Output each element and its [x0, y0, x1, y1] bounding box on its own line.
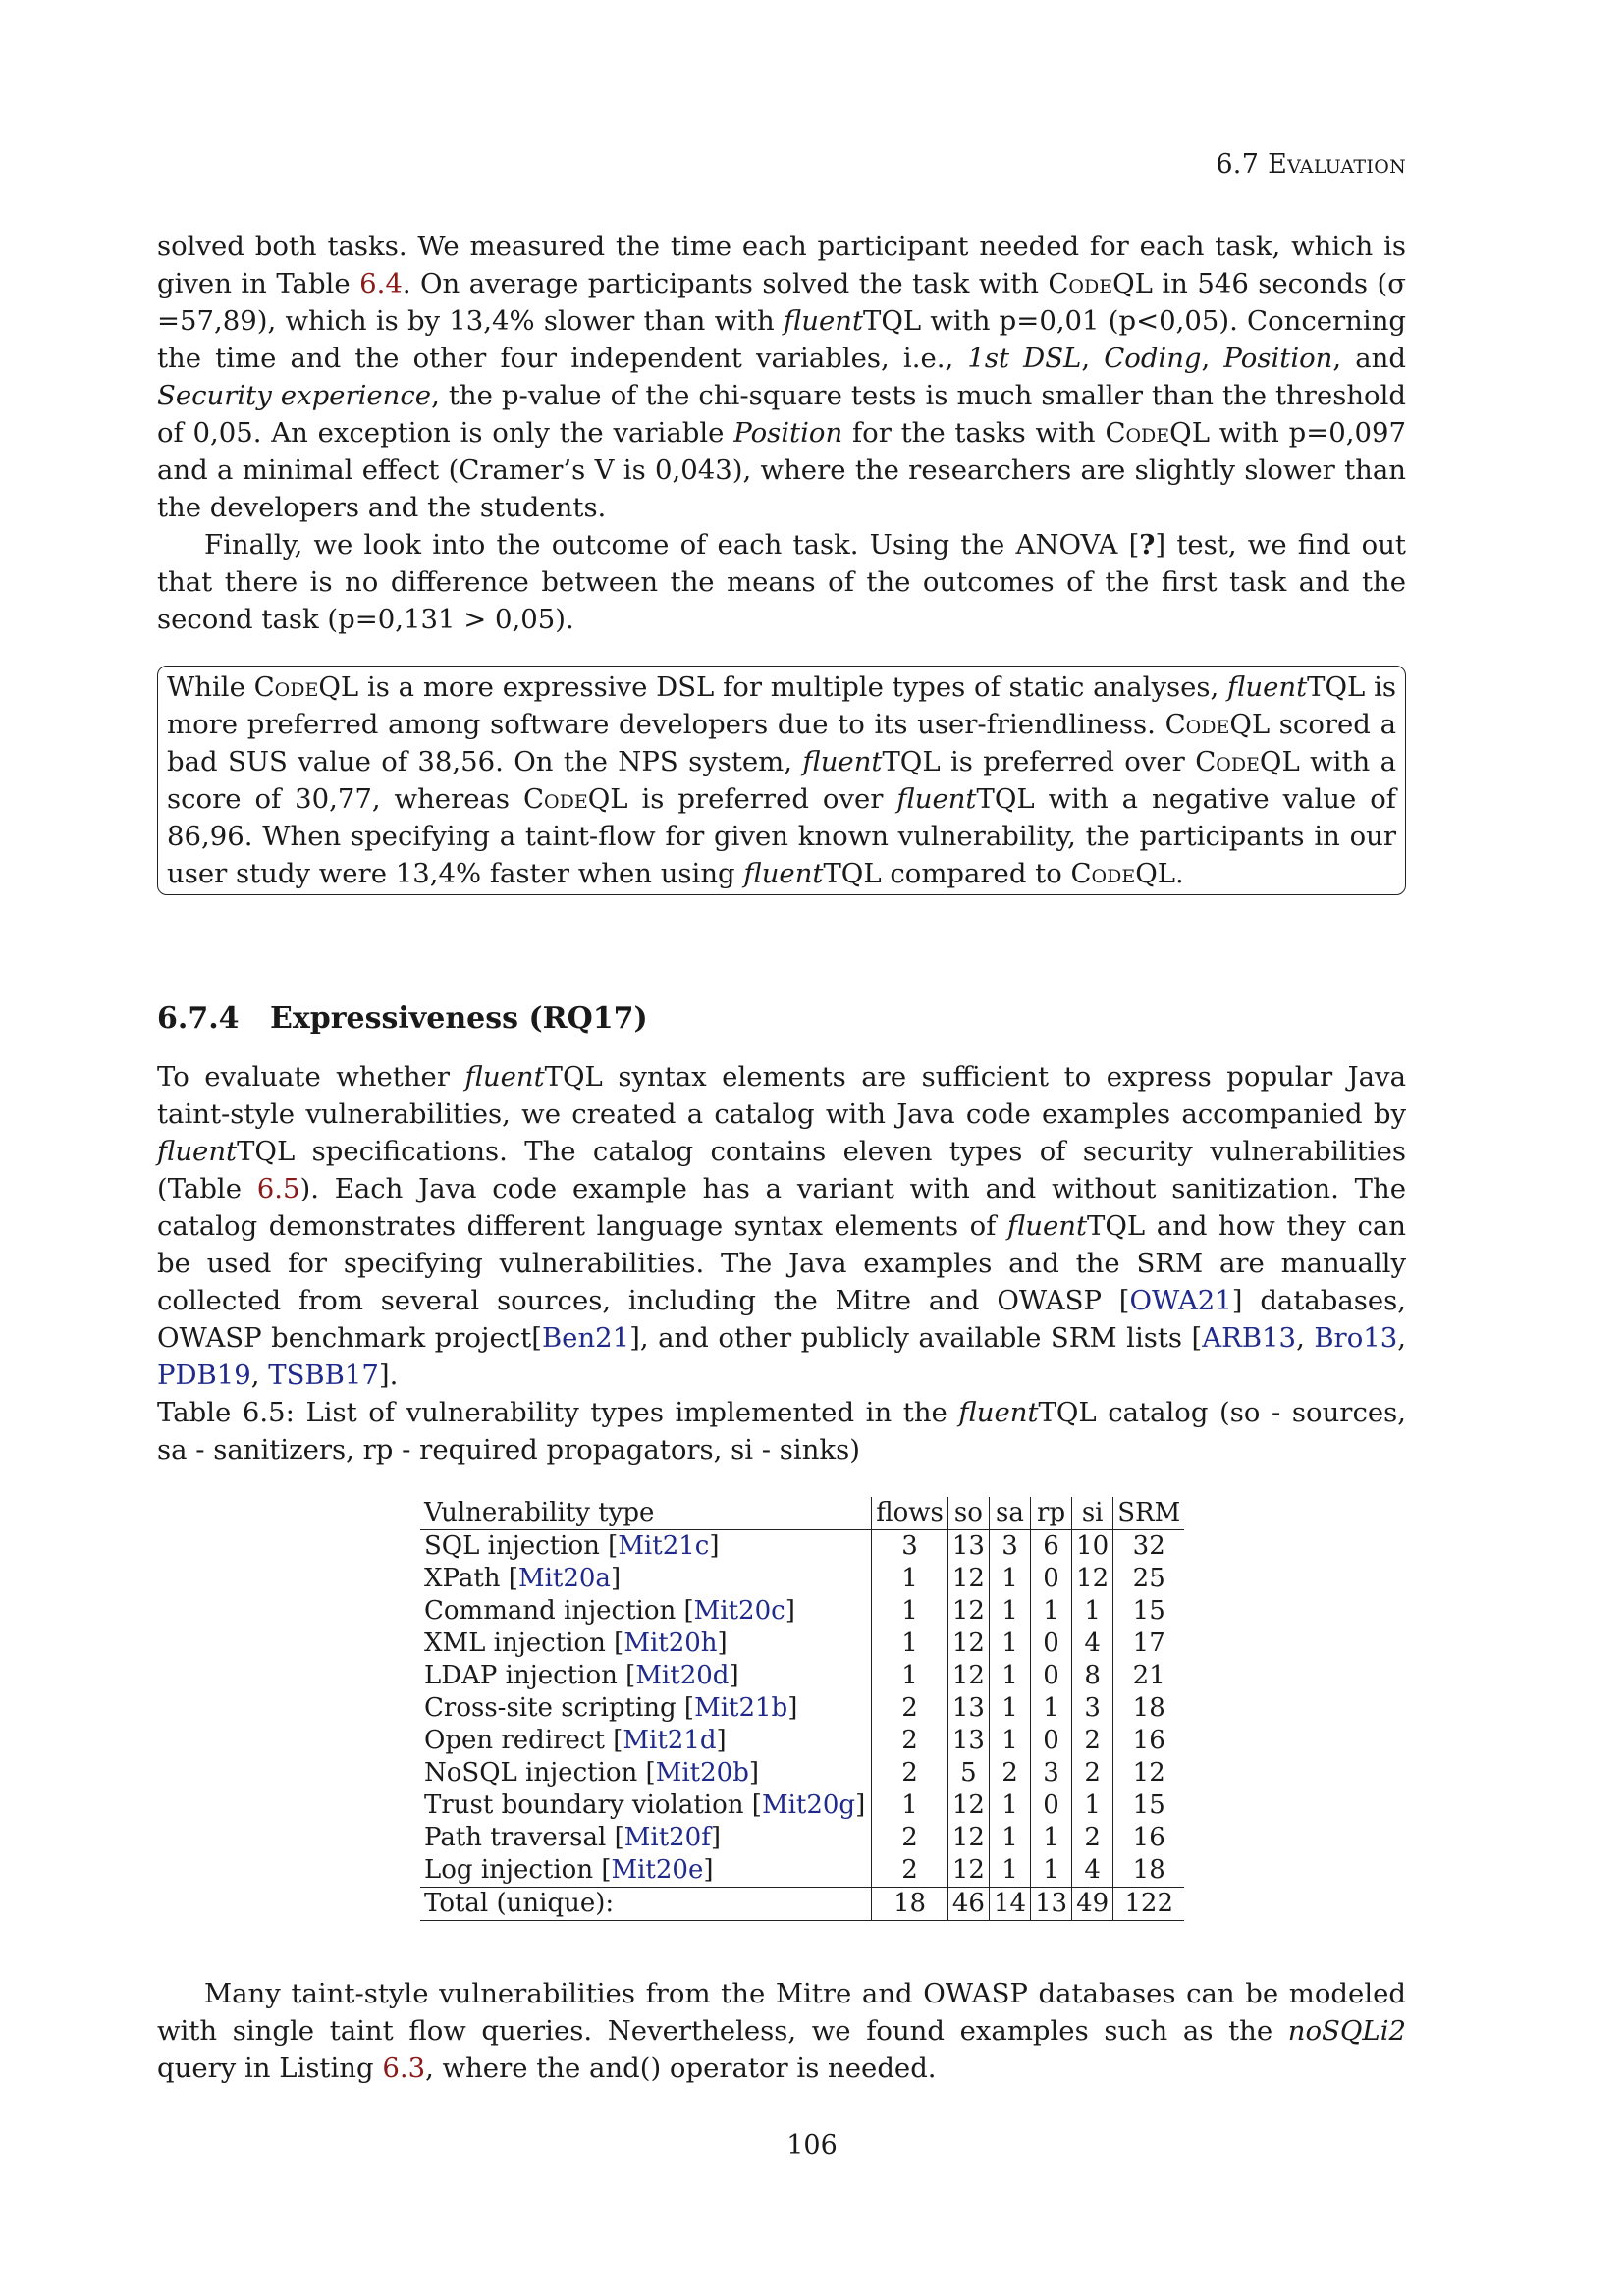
running-head-title: Evaluation: [1268, 149, 1406, 180]
cell-so: 13: [947, 1530, 989, 1564]
total-rp: 13: [1031, 1888, 1072, 1921]
cell-so: 12: [947, 1854, 989, 1888]
cell-so: 12: [947, 1628, 989, 1660]
vulnerability-name-cell: Cross-site scripting [Mit21b]: [424, 1693, 798, 1723]
cell-so: 13: [947, 1692, 989, 1725]
cell-srm: 16: [1113, 1725, 1185, 1757]
vulnerability-citation[interactable]: Mit20e: [611, 1855, 704, 1885]
cell-flows: 1: [872, 1660, 948, 1692]
cell-sa: 3: [989, 1530, 1030, 1564]
cell-so: 12: [947, 1822, 989, 1854]
running-head-number: 6.7: [1216, 149, 1260, 180]
header-si: si: [1072, 1497, 1113, 1530]
total-label: Total (unique):: [420, 1888, 872, 1921]
header-rp: rp: [1031, 1497, 1072, 1530]
citation-owa21[interactable]: OWA21: [1129, 1285, 1232, 1316]
table-row: [420, 1628, 1184, 1660]
cell-sa: 1: [989, 1595, 1030, 1628]
cell-so: 12: [947, 1789, 989, 1822]
header-flows: flows: [872, 1497, 948, 1530]
citation-tsbb17[interactable]: TSBB17: [268, 1360, 379, 1391]
vulnerability-name: Trust boundary violation: [424, 1790, 744, 1820]
body-text-bottom: [157, 1975, 1406, 2087]
cell-srm: 25: [1113, 1563, 1185, 1595]
cell-flows: 1: [872, 1595, 948, 1628]
table-header-row: [420, 1497, 1184, 1530]
section-title: Expressiveness (RQ17): [270, 1001, 648, 1036]
cell-srm: 18: [1113, 1692, 1185, 1725]
vulnerability-name: Cross-site scripting: [424, 1693, 677, 1723]
cell-rp: 1: [1031, 1854, 1072, 1888]
vulnerability-citation[interactable]: Mit21c: [618, 1531, 710, 1561]
cell-rp: 1: [1031, 1595, 1072, 1628]
cell-so: 12: [947, 1563, 989, 1595]
vulnerability-table: [420, 1497, 1184, 1921]
cell-flows: 3: [872, 1530, 948, 1564]
paragraph-anova: Finally, we look into the outcome of each task. Using the ANOVA [?] test, we find out that there is no difference between the means of the outcomes of the first task and the second task (p=0,131 > 0,05).: [157, 529, 1406, 635]
cell-rp: 6: [1031, 1530, 1072, 1564]
cell-sa: 1: [989, 1854, 1030, 1888]
table-caption: Table 6.5: List of vulnerability types implemented in the fluentTQL catalog (so - sources, sa - sanitizers, rp - required propagators, si - sinks): [157, 1397, 1406, 1466]
table-row: [420, 1789, 1184, 1822]
vulnerability-name-cell: XML injection [Mit20h]: [424, 1629, 728, 1658]
page-number: 106: [786, 2130, 838, 2161]
cell-flows: 2: [872, 1725, 948, 1757]
listing-ref-6-3[interactable]: 6.3: [382, 2053, 426, 2084]
cell-sa: 1: [989, 1628, 1030, 1660]
paragraph-catalog: To evaluate whether fluentTQL syntax elements are sufficient to express popular Java taint-style vulnerabilities, we created a catalog with Java code examples accompanied by fluentTQL specifications. The catalog contains eleven types of security vulnerabilities (Table 6.5). Each Java code example has a variant with and without sanitization. The catalog demonstrates different language syntax elements of fluentTQL and how they can be used for specifying vulnerabilities. The Java examples and the SRM are manually collected from several sources, including the Mitre and OWASP [OWA21] databases, OWASP benchmark project[Ben21], and other publicly available SRM lists [ARB13, Bro13, PDB19, TSBB17].: [157, 1061, 1407, 1391]
table-body: [420, 1530, 1184, 1921]
cell-srm: 15: [1113, 1789, 1185, 1822]
body-text-expressiveness: [157, 1058, 1406, 1394]
cell-rp: 0: [1031, 1789, 1072, 1822]
vulnerability-name: NoSQL injection: [424, 1758, 638, 1788]
table-row: [420, 1692, 1184, 1725]
vulnerability-name-cell: NoSQL injection [Mit20b]: [424, 1758, 759, 1788]
vulnerability-name: SQL injection: [424, 1531, 600, 1561]
vulnerability-name-cell: Open redirect [Mit21d]: [424, 1726, 727, 1755]
cell-srm: 16: [1113, 1822, 1185, 1854]
cell-rp: 3: [1031, 1757, 1072, 1789]
vulnerability-name-cell: SQL injection [Mit21c]: [424, 1531, 720, 1561]
table-row: [420, 1854, 1184, 1888]
vulnerability-name: Path traversal: [424, 1823, 607, 1852]
vulnerability-name: LDAP injection: [424, 1661, 618, 1690]
cell-rp: 1: [1031, 1822, 1072, 1854]
cell-so: 13: [947, 1725, 989, 1757]
table-row: [420, 1563, 1184, 1595]
cell-rp: 1: [1031, 1692, 1072, 1725]
citation-bro13[interactable]: Bro13: [1314, 1322, 1398, 1354]
cell-flows: 2: [872, 1692, 948, 1725]
table-ref-6-4[interactable]: 6.4: [359, 268, 403, 299]
cell-so: 5: [947, 1757, 989, 1789]
vulnerability-name-cell: Trust boundary violation [Mit20g]: [424, 1790, 866, 1820]
paragraph-time-results: solved both tasks. We measured the time each participant needed for each task, which is given in Table 6.4. On average participants solved the task with CodeQL in 546 seconds (σ =57,89), which is by 13,4% slower than with fluentTQL with p=0,01 (p<0,05). Concerning the time and the other four independent variables, i.e., 1st DSL, Coding, Position, and Security experience, the p-value of the chi-square tests is much smaller than the threshold of 0,05. An exception is only the variable Position for the tasks with CodeQL with p=0,097 and a minimal effect (Cramer’s V is 0,043), where the researchers are slightly slower than the developers and the students.: [157, 231, 1407, 523]
total-srm: 122: [1113, 1888, 1185, 1921]
cell-flows: 1: [872, 1789, 948, 1822]
cell-rp: 0: [1031, 1628, 1072, 1660]
cell-si: 2: [1072, 1822, 1113, 1854]
cell-si: 4: [1072, 1854, 1113, 1888]
cell-srm: 21: [1113, 1660, 1185, 1692]
cell-srm: 18: [1113, 1854, 1185, 1888]
vulnerability-name: Log injection: [424, 1855, 594, 1885]
cell-srm: 17: [1113, 1628, 1185, 1660]
cell-sa: 1: [989, 1563, 1030, 1595]
header-sa: sa: [989, 1497, 1030, 1530]
vulnerability-citation[interactable]: Mit20a: [517, 1564, 611, 1593]
vulnerability-name-cell: LDAP injection [Mit20d]: [424, 1661, 739, 1690]
section-number: 6.7.4: [157, 1001, 240, 1036]
header-so: so: [947, 1497, 989, 1530]
cell-rp: 0: [1031, 1660, 1072, 1692]
cell-srm: 32: [1113, 1530, 1185, 1564]
cell-flows: 2: [872, 1854, 948, 1888]
vulnerability-citation[interactable]: Mit20f: [623, 1823, 711, 1852]
cell-so: 12: [947, 1595, 989, 1628]
vulnerability-citation[interactable]: Mit21d: [623, 1726, 717, 1755]
cell-flows: 1: [872, 1628, 948, 1660]
cell-si: 12: [1072, 1563, 1113, 1595]
cell-si: 3: [1072, 1692, 1113, 1725]
table-total-row: [420, 1888, 1184, 1921]
total-si: 49: [1072, 1888, 1113, 1921]
cell-flows: 1: [872, 1563, 948, 1595]
cell-sa: 1: [989, 1660, 1030, 1692]
total-so: 46: [947, 1888, 989, 1921]
vulnerability-name-cell: Path traversal [Mit20f]: [424, 1823, 721, 1852]
summary-box: While CodeQL is a more expressive DSL for multiple types of static analyses, fluentTQL is more preferred among software developers due to its user-friendliness. CodeQL scored a bad SUS value of 38,56. On the NPS system, fluentTQL is preferred over CodeQL with a score of 30,77, whereas CodeQL is preferred over fluentTQL with a negative value of 86,96. When specifying a taint-flow for given known vulnerability, the participants in our user study were 13,4% faster when using fluentTQL compared to CodeQL.: [157, 666, 1406, 895]
vulnerability-name: Open redirect: [424, 1726, 605, 1755]
cell-sa: 1: [989, 1725, 1030, 1757]
table-row: [420, 1595, 1184, 1628]
cell-si: 2: [1072, 1757, 1113, 1789]
cell-rp: 0: [1031, 1725, 1072, 1757]
table-row: [420, 1660, 1184, 1692]
vulnerability-name: XPath: [424, 1564, 501, 1593]
cell-srm: 12: [1113, 1757, 1185, 1789]
citation-arb13[interactable]: ARB13: [1202, 1322, 1297, 1354]
cell-flows: 2: [872, 1757, 948, 1789]
vulnerability-citation[interactable]: Mit20g: [761, 1790, 856, 1820]
vulnerability-citation[interactable]: Mit20b: [655, 1758, 749, 1788]
header-vulnerability-type: Vulnerability type: [420, 1497, 872, 1530]
header-srm: SRM: [1113, 1497, 1185, 1530]
vulnerability-name: XML injection: [424, 1629, 606, 1658]
cell-si: 1: [1072, 1789, 1113, 1822]
citation-ben21[interactable]: Ben21: [541, 1322, 630, 1354]
vulnerability-citation[interactable]: Mit21b: [694, 1693, 788, 1723]
cell-srm: 15: [1113, 1595, 1185, 1628]
cell-sa: 1: [989, 1789, 1030, 1822]
cell-sa: 2: [989, 1757, 1030, 1789]
cell-si: 1: [1072, 1595, 1113, 1628]
cell-rp: 0: [1031, 1563, 1072, 1595]
cell-so: 12: [947, 1660, 989, 1692]
vulnerability-citation[interactable]: Mit20d: [635, 1661, 730, 1690]
paragraph-and-operator: Many taint-style vulnerabilities from the Mitre and OWASP databases can be modeled with single taint flow queries. Nevertheless, we found examples such as the noSQLi2 query in Listing 6.3, where the and() operator is needed.: [157, 1978, 1406, 2084]
vulnerability-name-cell: Command injection [Mit20c]: [424, 1596, 795, 1626]
total-sa: 14: [989, 1888, 1030, 1921]
section-heading: [157, 1001, 648, 1036]
vulnerability-name-cell: Log injection [Mit20e]: [424, 1855, 714, 1885]
cell-si: 10: [1072, 1530, 1113, 1564]
table-row: [420, 1530, 1184, 1564]
vulnerability-citation[interactable]: Mit20c: [693, 1596, 785, 1626]
table-row: [420, 1757, 1184, 1789]
cell-flows: 2: [872, 1822, 948, 1854]
vulnerability-name-cell: XPath [Mit20a]: [424, 1564, 622, 1593]
table-row: [420, 1725, 1184, 1757]
running-head: [157, 149, 1406, 180]
vulnerability-citation[interactable]: Mit20h: [623, 1629, 718, 1658]
vulnerability-name: Command injection: [424, 1596, 677, 1626]
cell-sa: 1: [989, 1692, 1030, 1725]
citation-unknown[interactable]: ?: [1139, 529, 1156, 561]
table-ref-6-5[interactable]: 6.5: [256, 1173, 300, 1204]
total-flows: 18: [872, 1888, 948, 1921]
cell-sa: 1: [989, 1822, 1030, 1854]
citation-pdb19[interactable]: PDB19: [157, 1360, 251, 1391]
cell-si: 4: [1072, 1628, 1113, 1660]
table-row: [420, 1822, 1184, 1854]
cell-si: 2: [1072, 1725, 1113, 1757]
body-text-top: [157, 228, 1406, 638]
cell-si: 8: [1072, 1660, 1113, 1692]
